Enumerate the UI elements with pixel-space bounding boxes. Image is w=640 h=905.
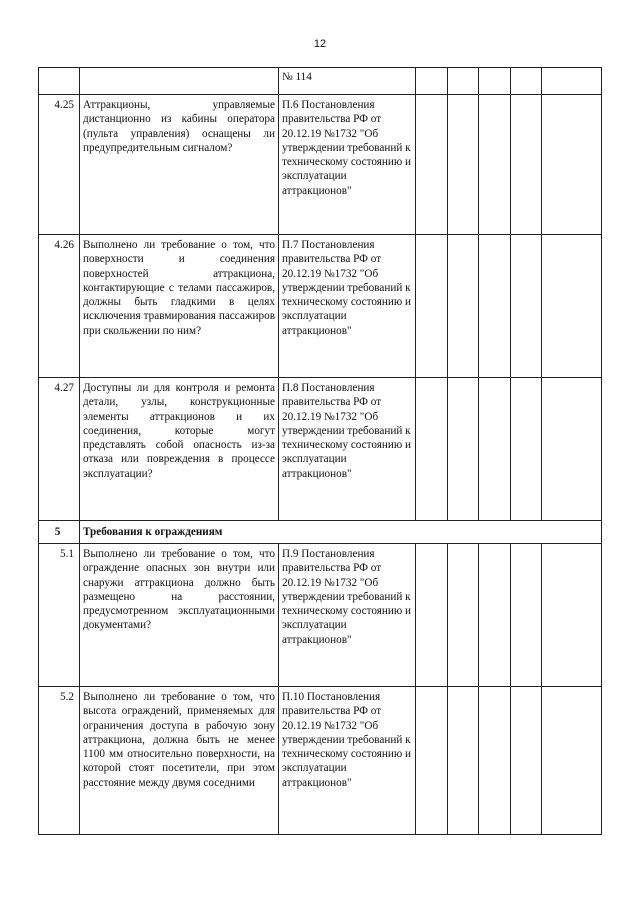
answer-cell[interactable] xyxy=(479,687,511,835)
section-title: Требования к ограждениям xyxy=(80,521,602,544)
note-cell[interactable] xyxy=(542,544,602,687)
row-question: Выполнено ли требование о том, что поверхности и соединения поверхностей аттракциона, контактирующие с телами пассажиров, должны быть гладкими в целях исключения травмирования пассажиров при скольжении по ним? xyxy=(80,235,279,378)
table-row xyxy=(39,687,602,835)
row-question xyxy=(80,68,279,95)
row-reference: П.8 Постановления правительства РФ от 20.12.19 №1732 "Об утверждении требований к техническому состоянию и эксплуатации аттракционов" xyxy=(279,378,416,521)
answer-cell[interactable] xyxy=(416,68,448,95)
section-number: 5 xyxy=(39,521,80,544)
answer-cell[interactable] xyxy=(511,378,542,521)
row-question: Выполнено ли требование о том, что высота ограждений, применяемых для ограничения доступа в рабочую зону аттракциона, должна быть не менее 1100 мм относительно поверхности, на которой стоят посетители, при этом расстояние между двумя соседними xyxy=(80,687,279,835)
row-number: 4.25 xyxy=(39,95,80,235)
row-question: Выполнено ли требование о том, что ограждение опасных зон внутри или снаружи аттракциона должно быть размещено на расстоянии, предусмотренном эксплуатационными документами? xyxy=(80,544,279,687)
answer-cell[interactable] xyxy=(448,544,479,687)
answer-cell[interactable] xyxy=(479,95,511,235)
answer-cell[interactable] xyxy=(448,95,479,235)
row-number: 4.27 xyxy=(39,378,80,521)
answer-cell[interactable] xyxy=(511,68,542,95)
answer-cell[interactable] xyxy=(416,687,448,835)
row-reference: № 114 xyxy=(279,68,416,95)
answer-cell[interactable] xyxy=(448,235,479,378)
row-reference: П.7 Постановления правительства РФ от 20.12.19 №1732 "Об утверждении требований к техническому состоянию и эксплуатации аттракционов" xyxy=(279,235,416,378)
table-header-row xyxy=(39,68,602,95)
page-number: 12 xyxy=(313,38,327,50)
answer-cell[interactable] xyxy=(511,687,542,835)
row-reference: П.9 Постановления правительства РФ от 20.12.19 №1732 "Об утверждении требований к техническому состоянию и эксплуатации аттракционов" xyxy=(279,544,416,687)
row-number: 5.2 xyxy=(39,687,80,835)
note-cell[interactable] xyxy=(542,68,602,95)
answer-cell[interactable] xyxy=(511,95,542,235)
note-cell[interactable] xyxy=(542,687,602,835)
row-number: 4.26 xyxy=(39,235,80,378)
answer-cell[interactable] xyxy=(479,544,511,687)
section-row xyxy=(39,521,602,544)
table-row xyxy=(39,544,602,687)
answer-cell[interactable] xyxy=(511,544,542,687)
row-number xyxy=(39,68,80,95)
answer-cell[interactable] xyxy=(479,235,511,378)
answer-cell[interactable] xyxy=(448,687,479,835)
answer-cell[interactable] xyxy=(448,68,479,95)
answer-cell[interactable] xyxy=(479,68,511,95)
answer-cell[interactable] xyxy=(416,544,448,687)
answer-cell[interactable] xyxy=(448,378,479,521)
answer-cell[interactable] xyxy=(416,95,448,235)
answer-cell[interactable] xyxy=(511,235,542,378)
answer-cell[interactable] xyxy=(416,378,448,521)
answer-cell[interactable] xyxy=(479,378,511,521)
table-row xyxy=(39,95,602,235)
row-question: Аттракционы, управляемые дистанционно из кабины оператора (пульта управления) оснащены ли предупредительным сигналом? xyxy=(80,95,279,235)
answer-cell[interactable] xyxy=(416,235,448,378)
checklist-table xyxy=(38,67,602,835)
note-cell[interactable] xyxy=(542,95,602,235)
row-reference: П.10 Постановления правительства РФ от 20.12.19 №1732 "Об утверждении требований к техническому состоянию и эксплуатации аттракционов" xyxy=(279,687,416,835)
table-row xyxy=(39,235,602,378)
table-row xyxy=(39,378,602,521)
note-cell[interactable] xyxy=(542,378,602,521)
row-reference: П.6 Постановления правительства РФ от 20.12.19 №1732 "Об утверждении требований к техническому состоянию и эксплуатации аттракционов" xyxy=(279,95,416,235)
row-question: Доступны ли для контроля и ремонта детали, узлы, конструкционные элементы аттракционов и их соединения, которые могут представлять собой опасность из-за отказа или повреждения в процессе эксплуатации? xyxy=(80,378,279,521)
note-cell[interactable] xyxy=(542,235,602,378)
row-number: 5.1 xyxy=(39,544,80,687)
